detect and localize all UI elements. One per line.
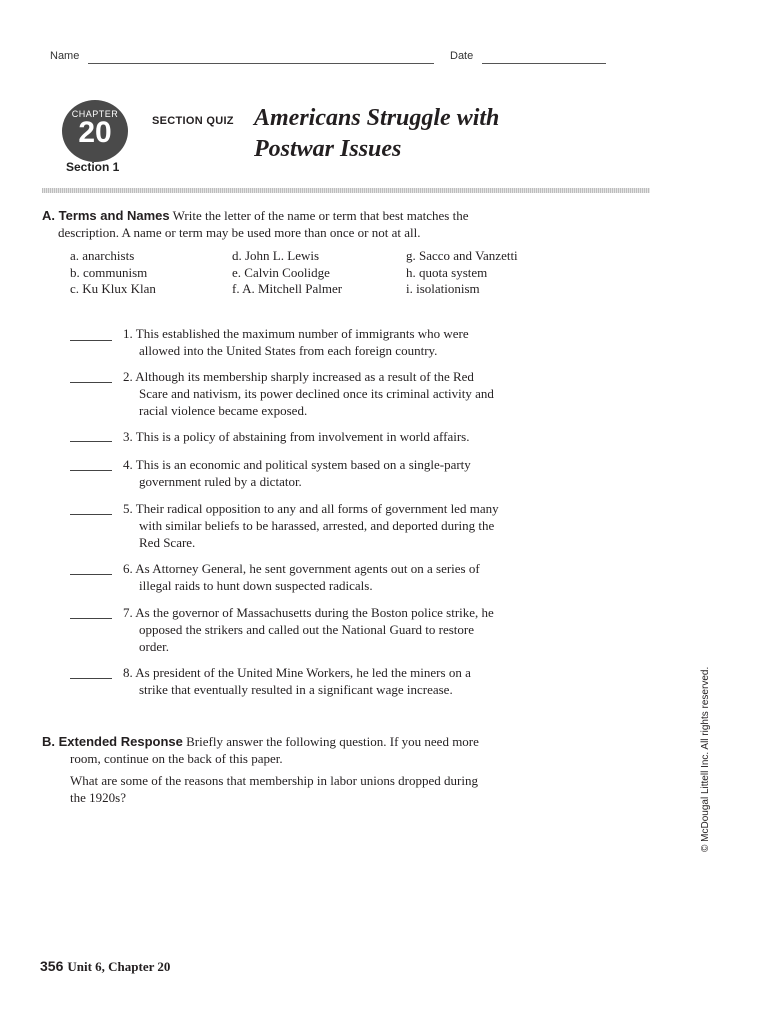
title-line-2: Postwar Issues — [254, 136, 402, 162]
part-b-instr-1: Briefly answer the following question. If you need more — [186, 734, 479, 749]
part-a-instructions — [42, 207, 622, 241]
date-field[interactable] — [482, 63, 606, 64]
answer-blank-3[interactable] — [70, 441, 112, 442]
answer-blank-5[interactable] — [70, 514, 112, 515]
footer-text: Unit 6, Chapter 20 — [67, 959, 171, 974]
copyright-notice: © McDougal Littell Inc. All rights reserved. — [700, 666, 711, 852]
term-b: b. communism — [70, 264, 148, 280]
quiz-label: SECTION QUIZ — [152, 115, 234, 127]
question-8: 8. As president of the United Mine Workers, he led the miners on a strike that eventually resulted in a significant wage increase. — [123, 665, 471, 697]
part-b-heading: B. Extended Response — [42, 734, 183, 749]
term-column-2 — [232, 248, 342, 298]
date-label: Date — [450, 50, 474, 62]
term-g: g. Sacco and Vanzetti — [406, 248, 518, 263]
extended-response-area[interactable] — [70, 812, 630, 942]
term-e: e. Calvin Coolidge — [232, 264, 330, 280]
name-label: Name — [50, 50, 80, 62]
term-h: h. quota system — [406, 264, 488, 280]
question-6: 6. As Attorney General, he sent government agents out on a series of illegal raids to hunt down suspected radicals. — [123, 561, 480, 593]
term-d: d. John L. Lewis — [232, 248, 320, 263]
term-f: f. A. Mitchell Palmer — [232, 281, 343, 296]
part-b-instructions — [42, 733, 622, 767]
page-title — [254, 103, 584, 165]
term-c: c. Ku Klux Klan — [70, 281, 156, 296]
term-a: a. anarchists — [70, 248, 135, 263]
part-a-instr-2: description. A name or term may be used more than once or not at all. — [58, 225, 421, 240]
question-5: 5. Their radical opposition to any and all forms of government led many with similar beliefs to be harassed, arrested, and deported during the Red Scare. — [123, 501, 499, 550]
term-column-3 — [406, 248, 518, 298]
question-1: 1. This established the maximum number of immigrants who were allowed into the United States from each foreign country. — [123, 326, 469, 358]
chapter-badge — [62, 100, 128, 162]
header-divider — [42, 188, 650, 193]
question-2: 2. Although its membership sharply increased as a result of the Red Scare and nativism, its power declined once its criminal activity and racial violence became exposed. — [123, 369, 494, 418]
question-4: 4. This is an economic and political system based on a single-party government ruled by a dictator. — [123, 457, 471, 489]
term-column-1 — [70, 248, 156, 298]
answer-blank-8[interactable] — [70, 678, 112, 679]
part-a-instr-1: Write the letter of the name or term that best matches the — [172, 208, 469, 223]
answer-blank-7[interactable] — [70, 618, 112, 619]
chapter-number: 20 — [78, 116, 112, 149]
chapter-label: CHAPTER — [71, 109, 119, 119]
name-field[interactable] — [88, 63, 434, 64]
part-b-question: What are some of the reasons that membership in labor unions dropped during the 1920s? — [70, 773, 478, 805]
answer-blank-2[interactable] — [70, 382, 112, 383]
title-line-1: Americans Struggle with — [254, 105, 500, 131]
section-label: Section 1 — [66, 160, 120, 174]
answer-blank-6[interactable] — [70, 574, 112, 575]
term-i: i. isolationism — [406, 281, 480, 296]
part-b-instr-2: room, continue on the back of this paper. — [70, 751, 283, 766]
answer-blank-1[interactable] — [70, 340, 112, 341]
page-number: 356 — [40, 958, 64, 974]
part-a-heading: A. Terms and Names — [42, 208, 170, 223]
question-7: 7. As the governor of Massachusetts during the Boston police strike, he opposed the strikers and called out the National Guard to restore order. — [123, 605, 494, 654]
answer-blank-4[interactable] — [70, 470, 112, 471]
question-3: 3. This is a policy of abstaining from involvement in world affairs. — [123, 429, 470, 444]
page-footer — [40, 958, 170, 976]
